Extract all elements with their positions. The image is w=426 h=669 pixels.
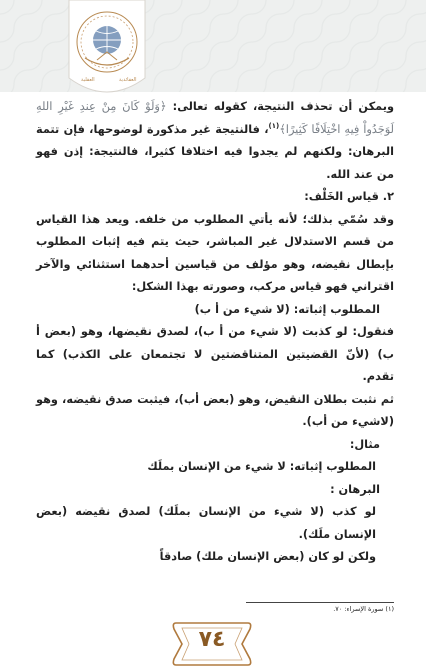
page-body: [36, 96, 394, 569]
paragraph-p9: [36, 479, 394, 502]
paragraph-p6: [36, 389, 394, 434]
page-number: ٧٤: [198, 627, 226, 652]
logo-caption-left: العقائدية: [119, 77, 137, 83]
paragraph-p7: [36, 434, 394, 457]
footnote-divider: [246, 602, 394, 603]
paragraph-text: وقد سُمّي بذلك؛ لأنه يأتي المطلوب من خلفه. ويعد هذا القياس من قسم الاستدلال غير المباشر، حيث يتم فيه إثبات المطلوب بإبطال نقيضه، وهو مؤلف من قياسين أحدهما استثنائي والآخر اقتراني فهو قياس مركب، وصورته بهذا الشكل:: [36, 212, 394, 293]
paragraph-text: مثال:: [349, 437, 380, 451]
paragraph-text: ولكن لو كان (بعض الإنسان ملك) صادقاً: [159, 550, 376, 563]
paragraph-p3: [36, 209, 394, 299]
paragraph-text: فنقول: لو كذبت (لا شيء من أ ب)، لصدق نقيضها، وهو (بعض أ ب) (لأنّ القضيتين المتناقضتين لا تجتمعان على الكذب) كما تقدم.: [36, 325, 394, 383]
paragraph-text: البرهان :: [330, 482, 380, 496]
logo-caption-right: العقلية: [81, 77, 95, 83]
paragraph-p8: [36, 456, 394, 479]
academy-logo: [55, 0, 159, 106]
paragraph-p2: [36, 186, 394, 209]
paragraph-p10: [36, 501, 394, 546]
paragraph-text: ثم نثبت بطلان النقيض، وهو (بعض أب)، فيثبت صدق نقيضه، وهو (لاشيء من أب).: [36, 392, 394, 428]
paragraph-text: المطلوب إثباته: لا شيء من الإنسان بملَك: [147, 460, 376, 473]
quran-verse: ﴿وَلَوْ كَانَ مِنْ عِندِ غَيْرِ اللهِ لَوَجَدُواْ فِيهِ اخْتِلَافًا كَثِيرًا﴾: [36, 100, 395, 136]
paragraph-text: ، فالنتيجة غير مذكورة لوضوحها، فإن تتمة البرهان: ولكنهم لم يجدوا فيه اختلافا كثيرا، فالنتيجة: إذن فهو من عند الله.: [36, 122, 394, 181]
paragraph-p4: [36, 299, 394, 322]
footnote-ref: (١): [268, 121, 280, 130]
paragraph-text: ويمكن أن تحذف النتيجة، كقوله تعالى:: [166, 100, 394, 113]
paragraph-p11: [36, 546, 394, 569]
paragraph-p5: [36, 321, 394, 389]
footnote: (١) سورة الإسراء: ٧٠.: [333, 605, 394, 613]
paragraph-text: ٢. قياس الخَلْف:: [304, 190, 394, 203]
paragraph-text: لو كذب (لا شيء من الإنسان بملَك) لصدق نقيضه (بعض الإنسان ملَك).: [36, 505, 376, 541]
paragraph-p1: [36, 96, 394, 186]
logo-seal-icon: [55, 0, 159, 106]
paragraph-text: المطلوب إثباته: (لا شيء من أ ب): [194, 302, 380, 316]
